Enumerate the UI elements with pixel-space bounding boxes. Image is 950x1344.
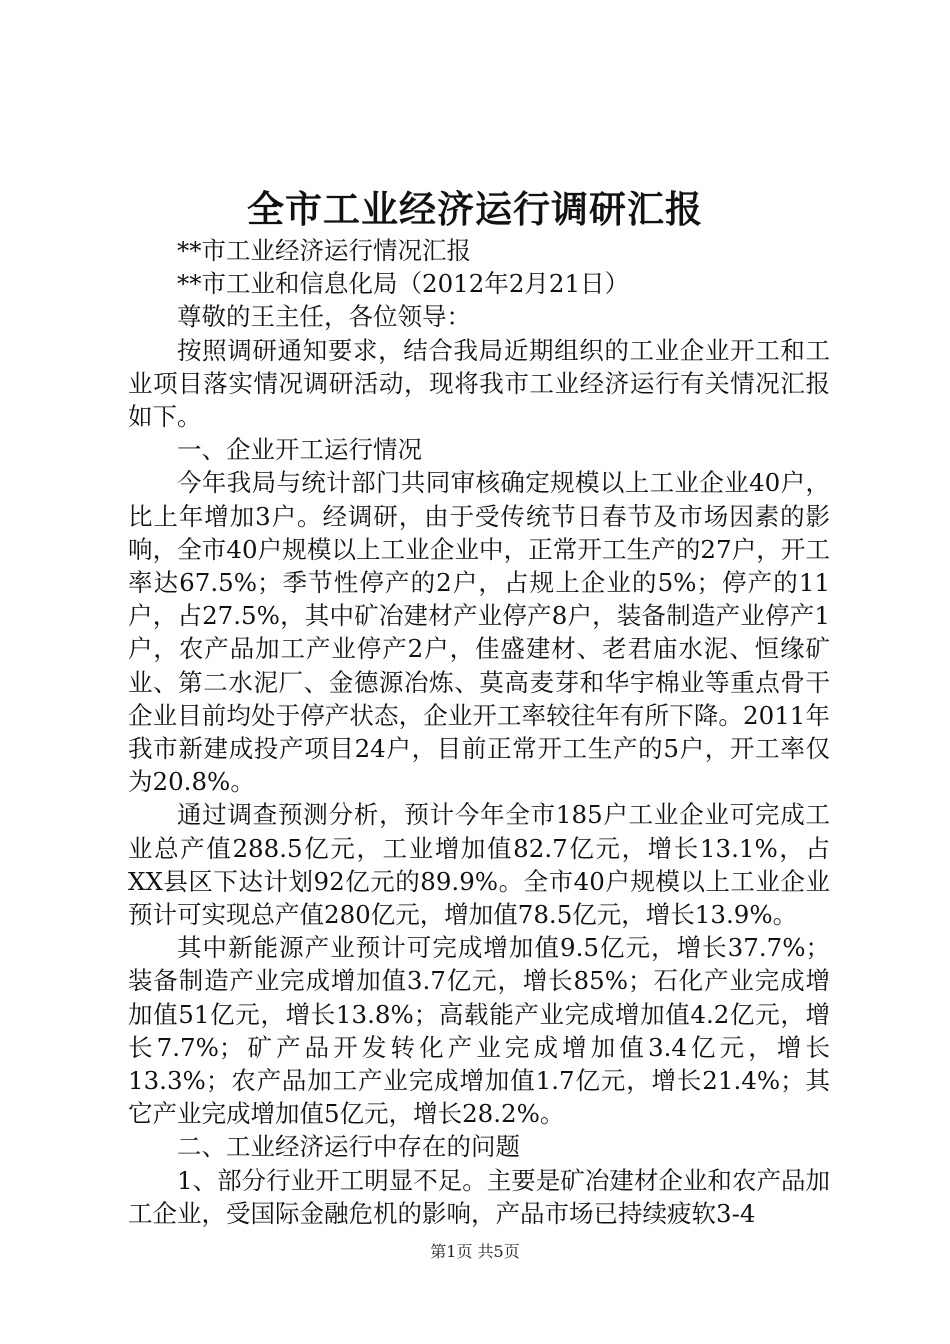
body-paragraph: 1、部分行业开工明显不足。主要是矿冶建材企业和农产品加工企业，受国际金融危机的影响，产品市场已持续疲软3-4 xyxy=(128,1165,830,1228)
body-paragraph: 其中新能源产业预计可完成增加值9.5亿元，增长37.7%；装备制造产业完成增加值3.7亿元，增长85%；石化产业完成增加值51亿元，增长13.8%；高载能产业完成增加值4.2亿元，增长7.7%；矿产品开发转化产业完成增加值3.4亿元，增长13.3%；农产品加工产业完成增加值1.7亿元，增长21.4%；其它产业完成增加值5亿元，增长28.2%。 xyxy=(128,933,830,1129)
report-issuer-date: **市工业和信息化局（2012年2月21日） xyxy=(177,269,630,299)
intro-paragraph: 按照调研通知要求，结合我局近期组织的工业企业开工和工业项目落实情况调研活动，现将我市工业经济运行有关情况汇报如下。 xyxy=(128,335,830,432)
document-title: 全市工业经济运行调研汇报 xyxy=(247,187,703,231)
report-subtitle: **市工业经济运行情况汇报 xyxy=(177,236,471,265)
section-heading-1: 一、企业开工运行情况 xyxy=(177,435,422,465)
page-footer: 第1页 共5页 xyxy=(430,1242,520,1261)
document-body xyxy=(128,234,830,1230)
section-heading-2: 二、工业经济运行中存在的问题 xyxy=(177,1132,520,1162)
salutation: 尊敬的王主任，各位领导： xyxy=(177,302,471,332)
body-paragraph: 今年我局与统计部门共同审核确定规模以上工业企业40户，比上年增加3户。经调研，由于受传统节日春节及市场因素的影响，全市40户规模以上工业企业中，正常开工生产的27户，开工率达67.5%；季节性停产的2户，占规上企业的5%；停产的11户，占27.5%，其中矿冶建材产业停产8户，装备制造产业停产1户，农产品加工产业停产2户，佳盛建材、老君庙水泥、恒缘矿业、第二水泥厂、金德源冶炼、莫高麦芽和华宇棉业等重点骨干企业目前均处于停产状态，企业开工率较往年有所下降。2011年我市新建成投产项目24户，目前正常开工生产的5户，开工率仅为20.8%。 xyxy=(128,468,830,797)
body-paragraph: 通过调查预测分析，预计今年全市185户工业企业可完成工业总产值288.5亿元，工业增加值82.7亿元，增长13.1%，占XX县区下达计划92亿元的89.9%。全市40户规模以上工业企业预计可实现总产值280亿元，增加值78.5亿元，增长13.9%。 xyxy=(128,800,830,930)
